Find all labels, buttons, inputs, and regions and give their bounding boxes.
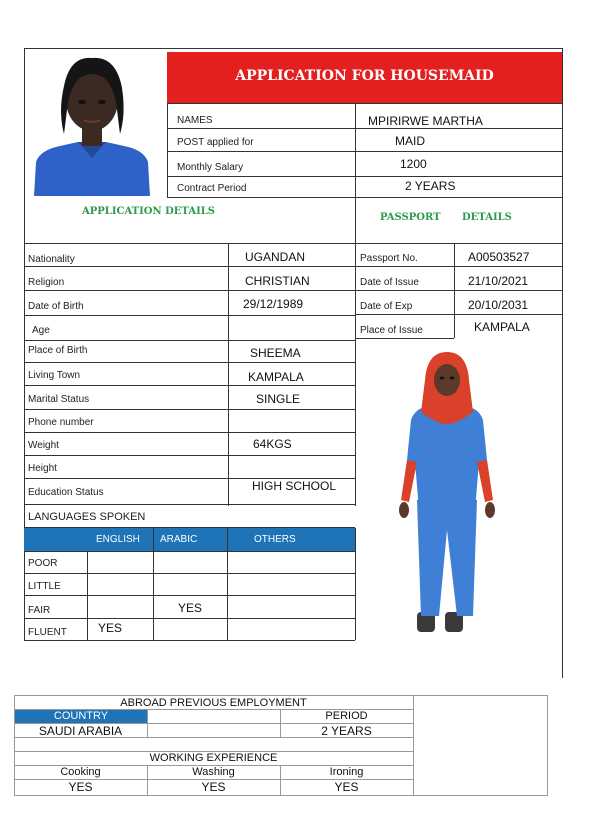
weight-value: 64KGS	[253, 437, 292, 451]
marital-status-value: SINGLE	[256, 392, 301, 406]
weight-label: Weight	[28, 440, 59, 451]
contract-value: 2 YEARS	[405, 179, 456, 193]
experience-title: WORKING EXPERIENCE	[149, 752, 278, 764]
skill-washing: Washing	[192, 766, 235, 778]
post-value: MAID	[395, 134, 425, 148]
date-of-exp-value: 20/10/2031	[468, 298, 529, 312]
full-body-photo	[395, 350, 500, 635]
post-label: POST applied for	[177, 137, 254, 148]
passport-details-title: DETAILS	[462, 212, 512, 223]
contract-label: Contract Period	[177, 183, 247, 194]
fair-arabic-value: YES	[178, 601, 203, 615]
height-label: Height	[28, 463, 57, 474]
place-of-issue-label: Place of Issue	[360, 325, 423, 336]
skill-cooking: Cooking	[60, 766, 101, 778]
lang-header-english: ENGLISH	[96, 534, 140, 545]
phone-label: Phone number	[28, 417, 94, 428]
title-banner	[167, 52, 562, 103]
skill-washing-value: YES	[201, 780, 226, 794]
passport-no-label: Passport No.	[360, 253, 418, 264]
place-of-birth-value: SHEEMA	[250, 346, 301, 360]
living-town-value: KAMPALA	[248, 370, 304, 384]
education-value: HIGH SCHOOL	[252, 479, 337, 493]
fluent-english-value: YES	[98, 621, 123, 635]
skill-cooking-value: YES	[68, 780, 93, 794]
place-of-birth-label: Place of Birth	[28, 345, 88, 356]
period-header: PERIOD	[325, 710, 368, 722]
application-details-title: APPLICATION DETAILS	[82, 206, 216, 217]
religion-label: Religion	[28, 277, 65, 288]
age-label: Age	[32, 325, 50, 336]
period-value: 2 YEARS	[321, 724, 372, 738]
place-of-issue-value: KAMPALA	[474, 320, 530, 334]
dob-label: Date of Birth	[28, 301, 84, 312]
country-header: COUNTRY	[53, 710, 109, 722]
nationality-label: Nationality	[28, 254, 75, 265]
level-poor: POOR	[28, 558, 58, 569]
salary-label: Monthly Salary	[177, 162, 244, 173]
country-value: SAUDI ARABIA	[38, 724, 123, 738]
passport-title: PASSPORT	[380, 212, 441, 223]
lang-header-others: OTHERS	[254, 534, 296, 545]
level-fair: FAIR	[28, 605, 51, 616]
lang-header-arabic: ARABIC	[160, 534, 198, 545]
applicant-photo	[30, 52, 154, 196]
marital-status-label: Marital Status	[28, 394, 90, 405]
education-label: Education Status	[28, 487, 104, 498]
date-of-exp-label: Date of Exp	[360, 301, 413, 312]
page-title: APPLICATION FOR HOUSEMAID	[235, 68, 494, 84]
names-label: NAMES	[177, 115, 213, 126]
nationality-value: UGANDAN	[245, 250, 306, 264]
passport-no-value: A00503527	[468, 250, 530, 264]
employment-title: ABROAD PREVIOUS EMPLOYMENT	[120, 697, 307, 709]
living-town-label: Living Town	[28, 370, 81, 381]
dob-value: 29/12/1989	[243, 297, 304, 311]
languages-title: LANGUAGES SPOKEN	[28, 511, 146, 523]
skill-ironing: Ironing	[329, 766, 364, 778]
date-of-issue-label: Date of Issue	[360, 277, 419, 288]
names-value: MPIRIRWE MARTHA	[368, 114, 483, 128]
level-little: LITTLE	[28, 581, 61, 592]
level-fluent: FLUENT	[28, 627, 67, 638]
date-of-issue-value: 21/10/2021	[468, 274, 529, 288]
salary-value: 1200	[400, 157, 427, 171]
skill-ironing-value: YES	[334, 780, 359, 794]
religion-value: CHRISTIAN	[245, 274, 310, 288]
